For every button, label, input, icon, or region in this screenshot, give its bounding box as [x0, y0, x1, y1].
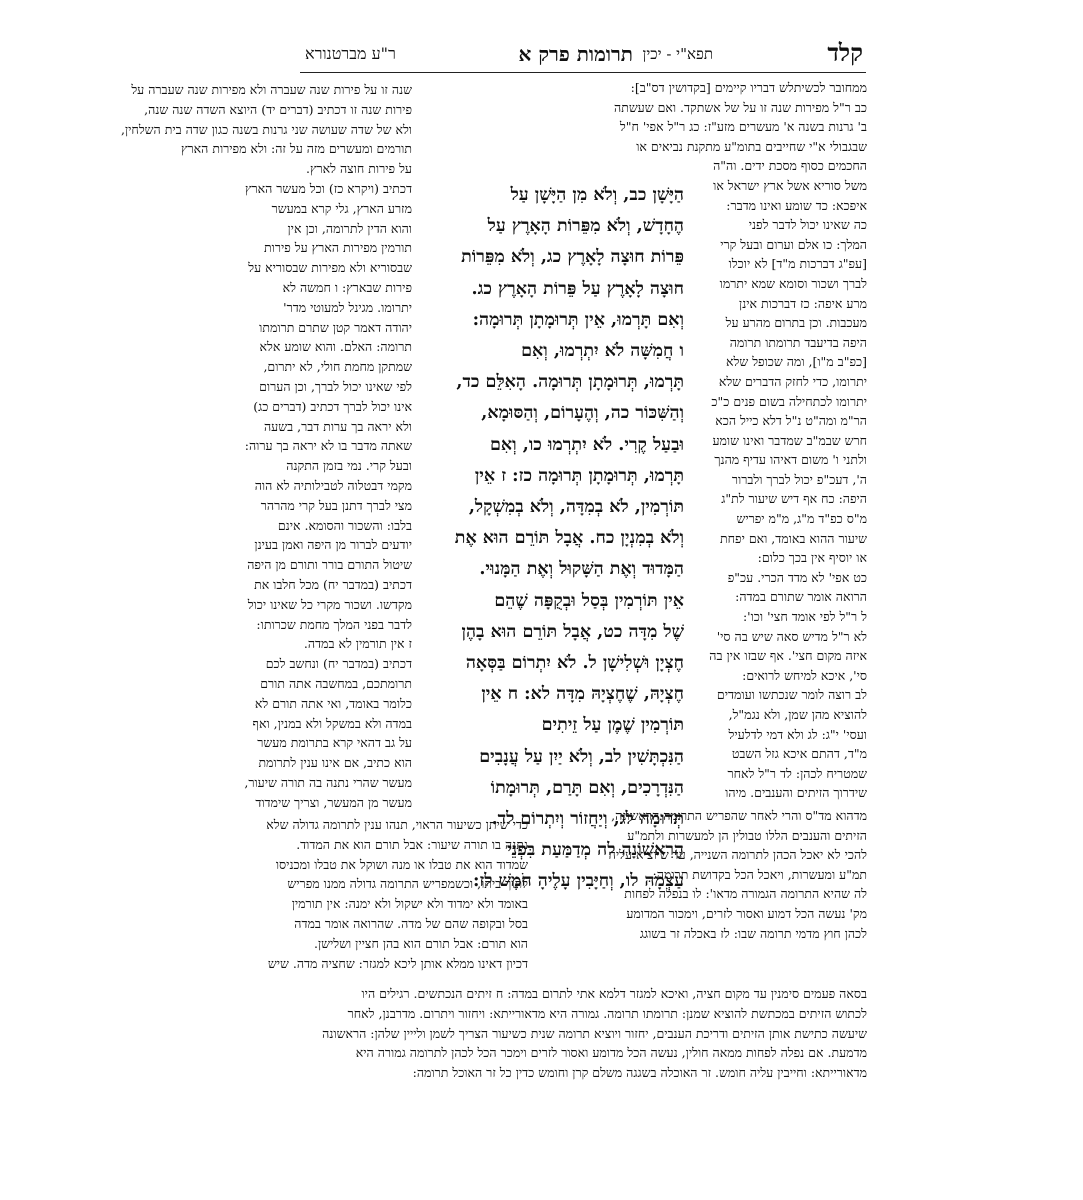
commentary-line: המלך: כו אלם וערום ובעל קרי [720, 236, 867, 252]
commentary-line: להוציא מהן שמן, ולא נגמ"ל, [728, 707, 867, 722]
commentary-line: ז אין תורמין לא במדה. [303, 636, 412, 652]
commentary-line: ולתני ו' משום דאיהו עדיף מהנך [714, 452, 867, 468]
mishnah-line: הַנִּדְרָכִים, וְאִם תָּרַם, תְּרוּמָתוֹ [490, 777, 684, 798]
commentary-line: לא ר"ל מדיש סאה שיש בה סי' [716, 628, 867, 644]
commentary-line: ולא של שדה שעושה שני גרנות בשנה כגון שדה בית השלחין, [121, 121, 412, 137]
commentary-line: במדה ולא במשקל ולא במנין, ואף [252, 715, 412, 731]
commentary-line: תורמין מפירות הארץ על פירות [264, 240, 412, 256]
page-number: קלד [827, 38, 863, 67]
mishnah-line: חֶצְיָהּ, שֶׁחֶצְיָהּ מִדָּה לא: ח אֵין [481, 684, 684, 705]
commentary-line: מק' נעשה הכל דמוע ואסור לזרים, וימכור המדומע [626, 905, 867, 921]
commentary-line: מצי לברך דתנן בעל קרי מהרהר [260, 497, 412, 513]
commentary-line: פירות שבארץ: ו חמשה לא [282, 279, 412, 295]
commentary-line: אינו יכול לברך דכתיב (דברים כג) [253, 398, 412, 414]
mishnah-line: וּבַעַל קֶרִי. לֹא יִתְרְמוּ כו, וְאִם [490, 434, 684, 455]
commentary-line: מ"ס כפ"ד מ"ג, מ"מ יפריש [736, 511, 867, 527]
commentary-line: שיעור ההוא באומד, ואם יפחת [720, 530, 867, 546]
mishnah-line: הֶחָדָשׁ, וְלֹא מִפֵּרוֹת הָאָרֶץ עַל [487, 216, 684, 237]
mishnah-line: הַיָּשָׁן כב, וְלֹא מִן הַיָּשָׁן עַל [510, 185, 684, 205]
commentary-line: תורמים ומעשרים מזה על זה: ולא מפירות הארץ [181, 141, 412, 157]
commentary-line: לדבר בפני המלך מחמת שכרותו: [256, 616, 412, 632]
commentary-line: על גב דהאי קרא בתרומת מעשר [257, 735, 412, 751]
header-rule [300, 72, 866, 73]
commentary-line: דכתיב (במדבר יח) ונחשב לכם [265, 656, 412, 672]
commentary-line: כב ר"ל מפירות שנה זו על של אשתקד. ואם שעשתה [614, 99, 867, 115]
commentary-line: ועסי' י"ג: לג ולא דמי לדלעיל [728, 726, 867, 742]
commentary-line: מ"ד, דהתם איכא גזל השבט [731, 746, 867, 762]
mishnah-text-column [414, 180, 684, 898]
commentary-line: שיעשה כתישת אותן הזיתים ודריכת הענבים, יחזור ויוציא תרומה שנית כשיעור הצריך לשמן ולייין שלהן: הראשונה [322, 1025, 867, 1041]
commentary-line: מקדשו. ושכור מקרי כל שאינו יכול [247, 596, 412, 612]
commentary-line: מזרע הארץ, גלי קרא במעשר [271, 200, 412, 216]
commentary-line: כלומר באומד, ואי אתה תורם לא [254, 695, 412, 711]
commentary-line: תרומתכם, במחשבה אתה תורם [260, 675, 412, 691]
commentary-line: שנה זו על פירות שנה שעברה ולא מפירות שנה שעברה על [131, 82, 412, 97]
commentary-line: ב' גרנות בשנה א' מעשרים מזע"ז: כג ר"ל אפי' ח"ל [619, 119, 867, 135]
commentary-line: מעכבות. וכן בתרום מהרע על [725, 315, 867, 331]
commentary-line: ה', דעכ"פ יכול לברך ולברור [731, 471, 867, 487]
mishnah-line: עַצְמָהּ לו, וְחַיָּבִין עָלֶיהָ חֹמֶשׁ לז: [472, 871, 684, 892]
commentary-line: ולא יראה בך ערות דבר, בשעה [263, 418, 412, 434]
commentary-line: תמ"ע ומעשרות, ויאכל הכל בקדושת תרומה: [652, 866, 867, 882]
commentary-line: שאתה מדבר בו לא יראה בך ערוה: [244, 438, 412, 454]
tractate-title: תרומות פרק א [518, 42, 633, 66]
commentary-name-tifereth: תפא"י - יכין [642, 45, 713, 63]
mishnah-line: תּוֹרְמִין, לֹא בְמִדָּה, וְלֹא בְמִשְׁקָל, [468, 497, 684, 518]
mishnah-line: וְהַשִּׁכּוֹר כה, וְהֶעָרוֹם, וְהַסּוּמָא, [481, 403, 684, 424]
commentary-line: שידרוך הזיתים והענבים. מיהו [725, 785, 867, 801]
mishnah-line: הָרִאשׁוֹנָה לה מְדַמַּעַת בִּפְנֵי [506, 840, 684, 861]
commentary-line: יתרומו לכתחילה בשום פנים כ"כ [711, 393, 867, 409]
commentary-line: או יוסיף אין בכך כלום: [757, 550, 867, 566]
mishnah-line: פֵּרוֹת חוּצָה לָאָרֶץ כג, וְלֹא מִפֵּרוֹת [461, 247, 684, 268]
commentary-line: בסאה פעמים סימנין עד מקום חציה, ואיכא למגזר דלמא אתי לתרום במדה: ח זיתים הנכתשים. רגילים היו [361, 986, 867, 1001]
commentary-line: בלבו: והשכור והסומא. אינם [277, 517, 412, 533]
commentary-line: מדהוא מד"ס והרי לאחר שהפריש התרומה הראשונה, [611, 808, 867, 823]
commentary-line: החכמים כסוף מסכת ידים. וה"ה [713, 158, 867, 174]
bartenura-commentary-column [121, 80, 412, 812]
commentary-line: הוא כתיב, אם אינו ענין לתרומת [258, 755, 412, 771]
commentary-line: כדי שיתן כשיעור הראוי, תנהו ענין לתרומה גדולה שלא [266, 817, 528, 832]
mishnah-line: וְאִם תָּרְמוּ, אֵין תְּרוּמָתָן תְּרוּמָה: [472, 309, 684, 330]
commentary-line: כט אפי' לא מדד הכרי. עכ"פ [727, 569, 867, 585]
commentary-line: על פירות חוצה לארץ. [306, 161, 412, 177]
commentary-line: [עפ"ג דברכות מ"ד] לא יוכלו [728, 256, 867, 272]
commentary-line: לה שהיא התרומה הגמורה מדאו': לו בנפלה לפחות [624, 886, 867, 902]
commentary-line: להכי לא יאכל הכהן לתרומה השנייה, עד שיוציא עליה [608, 847, 867, 863]
mishnah-line: תְּרוּמָה לג, וְיַחֲזוֹר וְיִתְרוֹם לד. [491, 809, 684, 830]
commentary-name-bartenura: ר"ע מברטנורא [305, 44, 396, 63]
commentary-line: שמתקן מחמת חולי, לא יתרום, [263, 359, 412, 375]
commentary-line: יתרומו. מגינל למעוטי מדר' [283, 299, 412, 315]
commentary-line: ובעל קרי. נמי בזמן התקנה [286, 458, 412, 474]
commentary-line: משל סוריא אשל ארץ ישראל או [713, 177, 867, 193]
commentary-line: הרואה אומר שתורם במדה: [735, 589, 867, 605]
bartenura-commentary-continuation [198, 815, 528, 973]
commentary-line: איזה מקום חצי'. אף שבזו אין בה [709, 648, 867, 664]
commentary-line: באומד ולא ימדוד ולא ישקול ולא ימנה: אין תורמין [291, 896, 528, 912]
commentary-line: הר"מ ומה"ט נ"ל דלא כייל הכא [715, 413, 867, 429]
commentary-line: מעשר מן המעשר, וצריך שימדוד [255, 794, 412, 810]
commentary-line: היפה בדיעבד תרומתו תרומה [729, 334, 867, 350]
mishnah-line: הַמָּדוּד וְאֶת הַשָּׁקוּל וְאֶת הַמָּנוּי. [479, 559, 684, 580]
commentary-line: פירות שנה זו דכתיב (דברים יד) היוצא השדה שנה שנה, [144, 101, 412, 117]
commentary-line: דכתיב (במדבר יח) מכל חלבו את [254, 576, 412, 592]
commentary-line: מקמי דבטלוה לטבילותיה לא הוה [254, 477, 412, 493]
mishnah-line: ו חֲמִשָּׁה לֹא יִתְרְמוּ, וְאִם [521, 341, 684, 362]
commentary-line: היפה: כח אף דיש שיעור לת"ג [721, 491, 867, 507]
commentary-line: יודעים לברור מן היפה ואמן בעינן [254, 537, 412, 553]
commentary-line: לפי שאינו יכול לברך, וכן הערום [259, 378, 412, 394]
mishnah-line: תָּרְמוּ, תְּרוּמָתָן תְּרוּמָה. הָאִלֵּם כד, [456, 372, 684, 393]
commentary-line: לברך ושכור וסומא שמא יתרמו [719, 275, 867, 291]
mishnah-line: שֶׁל מִדָּה כט, אֲבָל תּוֹרֵם הוּא בָהֶן [461, 621, 684, 642]
tifereth-commentary-column [614, 78, 867, 803]
commentary-line: נתנה בו תורה שיעור: אבל תורם הוא את המדוד. [296, 836, 528, 852]
commentary-line: שיטול התורם בורר ותורם מן היפה [247, 557, 412, 573]
mishnah-line: וְלֹא בְמִנְיָן כח. אֲבָל תּוֹרֵם הוּא אֶת [454, 528, 684, 549]
commentary-line: לתוך ביתו, וכשמפריש התרומה גדולה ממנו מפריש [287, 876, 528, 892]
page-header [305, 38, 863, 68]
commentary-line: שבגבולי א"י שחייבים בתומ"ע מתקנת נביאים או [636, 138, 867, 154]
commentary-line: דכיון דאינו ממלא אותן ליכא למגזר: שחציה מדה. שיש [267, 955, 528, 971]
mishnah-line: תָּרְמוּ, תְּרוּמָתָן תְּרוּמָה כז: ז אֵין [474, 465, 684, 486]
commentary-line: דכתיב (ויקרא כז) וכל מעשר הארץ [244, 180, 412, 196]
commentary-line: שמטריח לכהן: לד ר"ל לאחר [727, 765, 867, 781]
commentary-line: תרומה: האלם. והוא שומע אלא [259, 339, 412, 355]
commentary-line: הוא תורם: אבל תורם הוא בהן חציין ושלישן. [314, 935, 528, 951]
commentary-line: מדמעת. אם נפלה לפחות ממאה חולין, נעשה הכל מדומע ואסור לזרים וימכר הכל לכהן לתרומה גמורה היא [355, 1045, 867, 1061]
mishnah-line: הַנִּכְתָּשִׁין לב, וְלֹא יַיִן עַל עֲנָבִים [479, 746, 684, 767]
commentary-line: לכתוש הזיתים במכתשת להוציא שמנן: תרומתו תרומה. גמורה היא מדאורייתא: ויחזור ויתרום. מדרבנן, לאחר [347, 1005, 867, 1021]
commentary-line: לב רוצה לומר שנכתשו ועומדים [716, 687, 867, 703]
commentary-line: מדאורייתא: וחייבין עליה חומש. זר האוכלה בשגגה משלם קרן וחומש כדין כל זר האוכל תרומה: [412, 1065, 867, 1081]
commentary-line: מרע איפה: כז דברכות אינן [739, 295, 867, 311]
commentary-line: [כפ"ב מ"ו], ומה שכופל שלא [726, 354, 867, 370]
commentary-line: בסל ובקופה שהם של מדה. שהרואה אומר במדה [294, 915, 528, 931]
commentary-line: יתרומו, כדי לחזק הדברים שלא [718, 373, 867, 389]
commentary-line: הזיתים והענבים הללו טבולין הן למעשרות ולתמ"ע [627, 827, 867, 843]
mishnah-line: תּוֹרְמִין שֶׁמֶן עַל זֵיתִים [541, 715, 684, 736]
commentary-line: והוא הדין לתרומה, וכן אין [287, 220, 412, 236]
commentary-line: ל ר"ל לפי אומד חצי' וכו': [742, 609, 867, 625]
commentary-line: יהודה דאמר קטן שתרם תרומתו [259, 319, 412, 335]
commentary-line: איפכא: כד שומע ואינו מדבר: [726, 197, 867, 213]
mishnah-line: חוּצָה לָאָרֶץ עַל פֵּרוֹת הָאָרֶץ כג. [471, 278, 684, 299]
commentary-line: לכהן חוץ מדמי תרומה שבו: לז באכלה זר בשוגג [639, 925, 867, 941]
mishnah-line: חֶצְיָן וּשְׁלִישָׁן ל. לֹא יִתְרוֹם בַּסְּאָה [465, 653, 684, 674]
commentary-line: מעשר שהרי נתנה בה תורה שיעור, [244, 774, 412, 790]
commentary-line: ממחובר לכשיתלש דבריו קיימים [בקדושין דס"ב]: [630, 80, 867, 95]
commentary-line: שבסוריא ולא מפירות שבסוריא על [248, 260, 412, 276]
commentary-line: שמדוד הוא את טבלו או מנה ושוקל את טבלו ומכניסו [275, 856, 528, 872]
commentary-line: כה שאינו יכול לדבר לפני [748, 217, 867, 233]
commentary-line: חרש שבמ"ב שמדבר ואינו שומע [712, 432, 867, 448]
bartenura-commentary-footer [240, 984, 867, 1083]
mishnah-line: אֵין תּוֹרְמִין בְּסַל וּבְקֻפָּה שֶׁהֵם [494, 590, 684, 611]
commentary-line: סי', איכא למיחש לרואים: [742, 667, 867, 683]
